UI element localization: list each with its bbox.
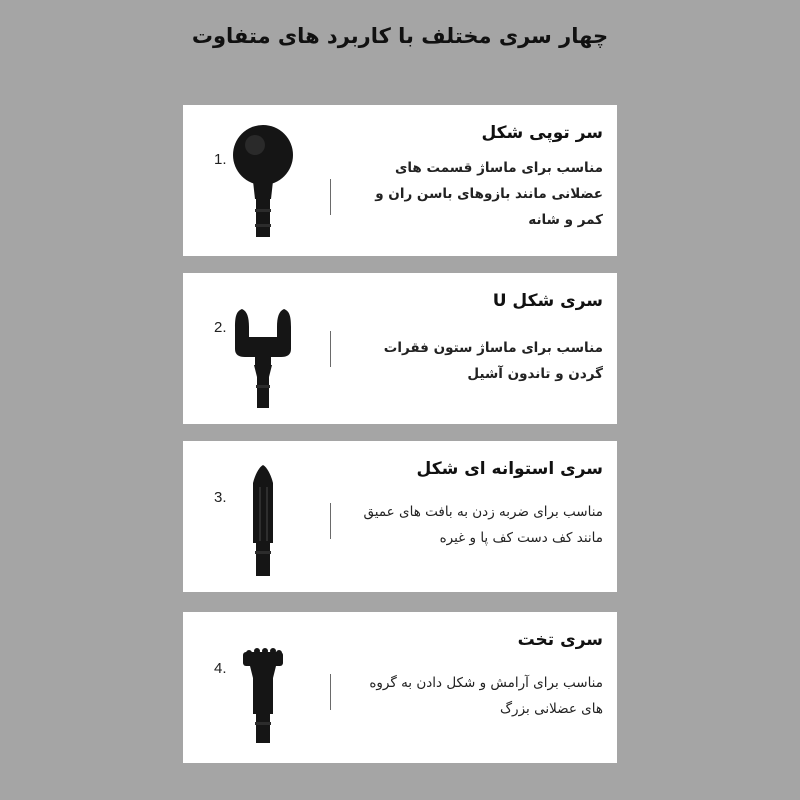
item-number: 1. xyxy=(214,151,227,168)
item-number: 3. xyxy=(214,489,227,506)
divider-line xyxy=(330,331,331,367)
divider-line xyxy=(330,179,331,215)
card-title: سری شکل U xyxy=(492,291,603,311)
card-description: مناسب برای ماساژ ستون فقرات گردن و تاندون آشیل xyxy=(383,340,603,382)
massage-head-card-1 xyxy=(183,105,617,256)
card-title: سری تخت xyxy=(517,630,603,650)
card-title: سری استوانه ای شکل xyxy=(416,459,603,479)
divider-line xyxy=(330,674,331,710)
item-number: 2. xyxy=(214,319,227,336)
massage-head-card-3 xyxy=(183,441,617,592)
massage-head-card-4 xyxy=(183,612,617,763)
massage-head-card-2 xyxy=(183,273,617,424)
page-title: چهار سری مختلف با کاربرد های متفاوت xyxy=(191,24,609,48)
ball-head-icon xyxy=(231,125,295,241)
item-number: 4. xyxy=(214,660,227,677)
card-title: سر توپی شکل xyxy=(481,123,603,143)
card-description: مناسب برای آرامش و شکل دادن به گروه های عضلانی بزرگ xyxy=(369,675,603,717)
u-head-icon xyxy=(231,293,295,409)
card-description: مناسب برای ماساژ قسمت های عضلانی مانند بازوهای باسن ران و کمر و شانه xyxy=(375,160,603,228)
bullet-head-icon xyxy=(231,461,295,577)
divider-line xyxy=(330,503,331,539)
card-description: مناسب برای ضربه زدن به بافت های عمیق مانند کف دست کف پا و غیره xyxy=(363,504,603,546)
flat-head-icon xyxy=(231,632,295,748)
